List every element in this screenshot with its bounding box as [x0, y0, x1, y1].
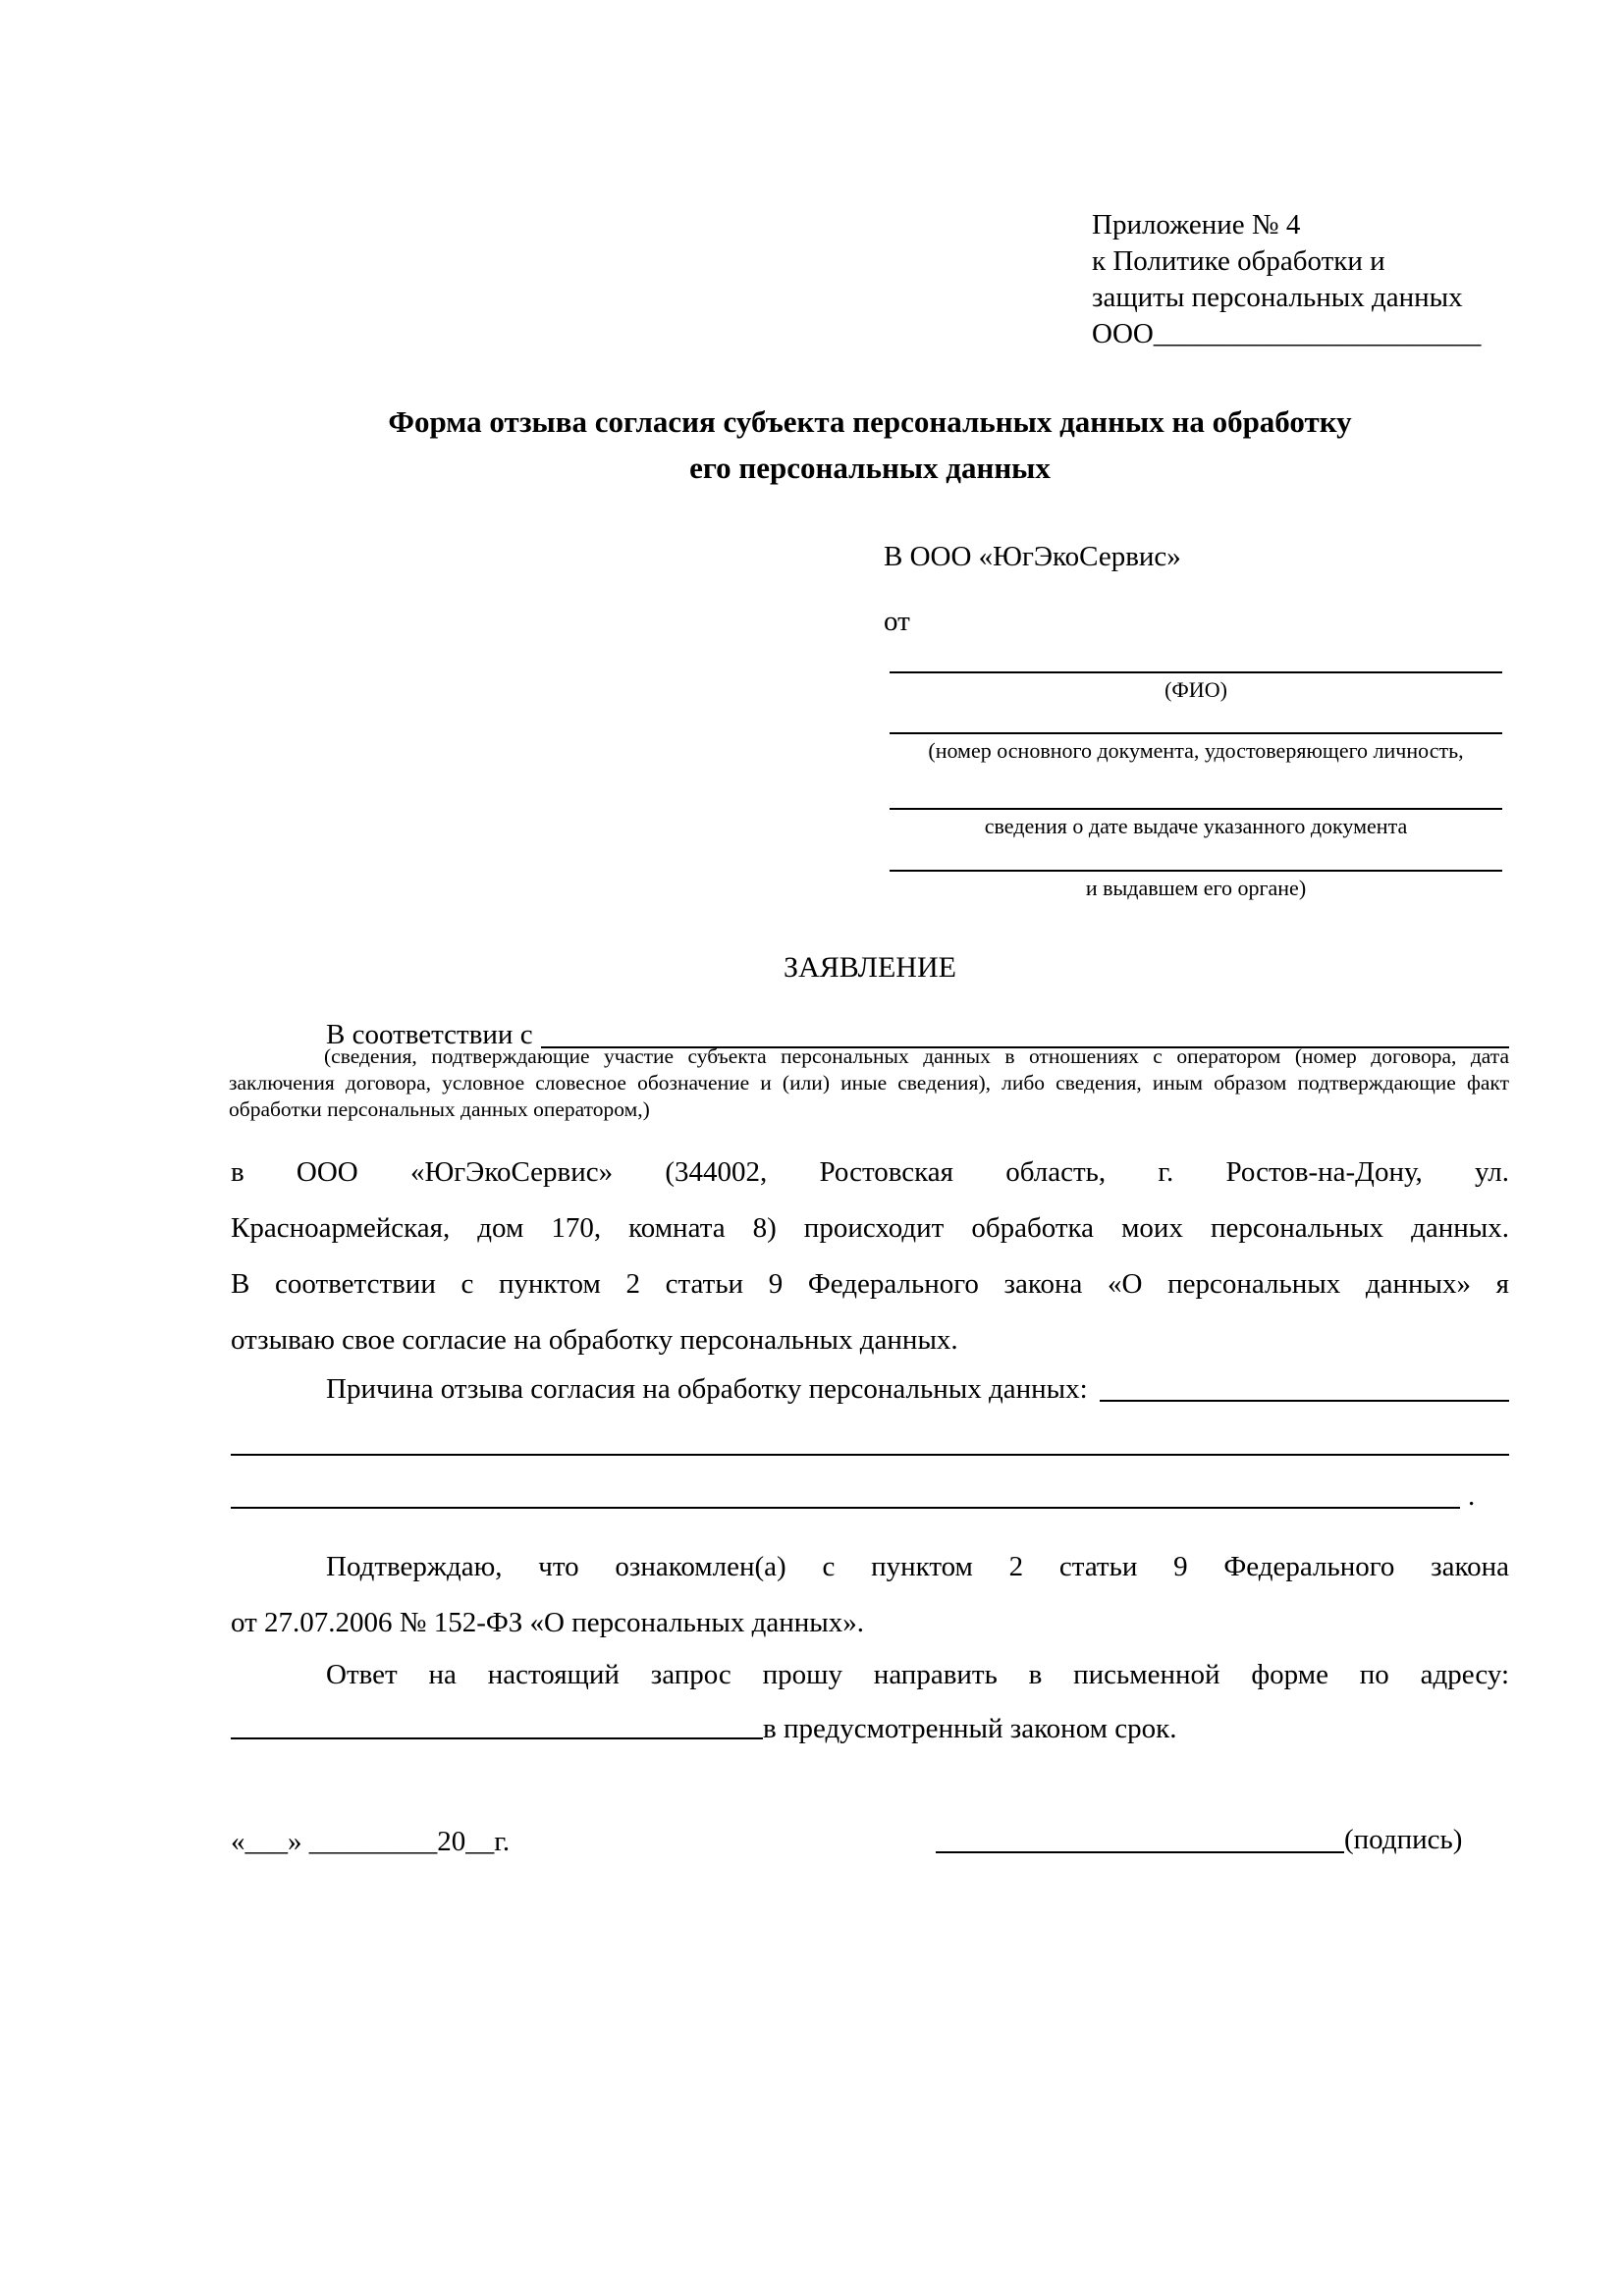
appendix-line: защиты персональных данных [1092, 282, 1463, 313]
issuer-caption: и выдавшем его органе) [1085, 876, 1307, 900]
document-title-line: его персональных данных [689, 451, 1051, 485]
signature-caption: (подпись) [1344, 1824, 1463, 1855]
fio-caption: (ФИО) [1164, 677, 1227, 702]
confirm-paragraph [231, 1539, 1509, 1651]
body-line: В соответствии с пунктом 2 статьи 9 Федерального закона «О персональных данных» я [231, 1268, 1509, 1300]
fine-print-line: заключения договора, условное словесное обозначение и (или) иные сведения), либо сведения, иным образом подтверждающие факт [229, 1071, 1509, 1095]
body-line: Красноармейская, дом 170, комната 8) происходит обработка моих персональных данных. [231, 1212, 1509, 1244]
reason-label: Причина отзыва согласия на обработку персональных данных: [326, 1373, 1088, 1405]
reason-blank-line [1100, 1368, 1509, 1402]
body-paragraph [231, 1145, 1509, 1368]
appendix-line: к Политике обработки и [1092, 245, 1385, 277]
addressee-from-label: от [884, 606, 910, 637]
reason-blank-line-3 [231, 1507, 1460, 1509]
reply-line: Ответ на настоящий запрос прошу направить в письменной форме по адресу: [326, 1659, 1509, 1690]
doc-number-blank-line [890, 732, 1502, 734]
document-title-line: Форма отзыва согласия субъекта персональных данных на обработку [388, 404, 1352, 439]
issue-date-caption: сведения о дате выдаче указанного документа [984, 814, 1408, 838]
fio-blank-line [890, 671, 1502, 673]
reply-address-line [231, 1709, 1509, 1748]
addressee-org: В ООО «ЮгЭкоСервис» [884, 541, 1181, 572]
ooo-blank-line: ООО_______________________ [1092, 318, 1482, 349]
reason-blank-line-2 [231, 1454, 1509, 1456]
reason-period: . [1468, 1480, 1476, 1512]
issuer-blank-line [890, 870, 1502, 872]
doc-number-caption: (номер основного документа, удостоверяющего личность, [928, 738, 1464, 763]
fine-print [229, 1043, 1509, 1123]
body-line: отзываю свое согласие на обработку персональных данных. [231, 1324, 958, 1356]
lead-label: В соответствии с [326, 1019, 533, 1050]
confirm-line: Подтверждаю, что ознакомлен(а) с пунктом 2 статьи 9 Федерального закона [326, 1551, 1509, 1582]
fine-print-line: (сведения, подтверждающие участие субъекта персональных данных в отношениях с оператором (номер договора, дата [324, 1044, 1509, 1068]
statement-heading: ЗАЯВЛЕНИЕ [784, 951, 956, 984]
reply-address-blank-line [231, 1708, 763, 1739]
reason-line [231, 1368, 1509, 1410]
reply-tail: в предусмотренный законом срок. [763, 1713, 1177, 1744]
appendix-line: Приложение № 4 [1092, 209, 1301, 240]
confirm-line: от 27.07.2006 № 152-ФЗ «О персональных данных». [231, 1607, 865, 1638]
issue-date-blank-line [890, 808, 1502, 810]
signature-block [936, 1819, 1462, 1860]
body-line: в ООО «ЮгЭкоСервис» (344002, Ростовская область, г. Ростов-на-Дону, ул. [231, 1156, 1509, 1188]
date-line: «___» _________20__г. [231, 1826, 511, 1857]
document-title [231, 399, 1509, 491]
signature-blank-line [936, 1822, 1344, 1853]
fine-print-line: обработки персональных данных оператором,) [229, 1097, 650, 1121]
appendix-header [1092, 207, 1481, 352]
